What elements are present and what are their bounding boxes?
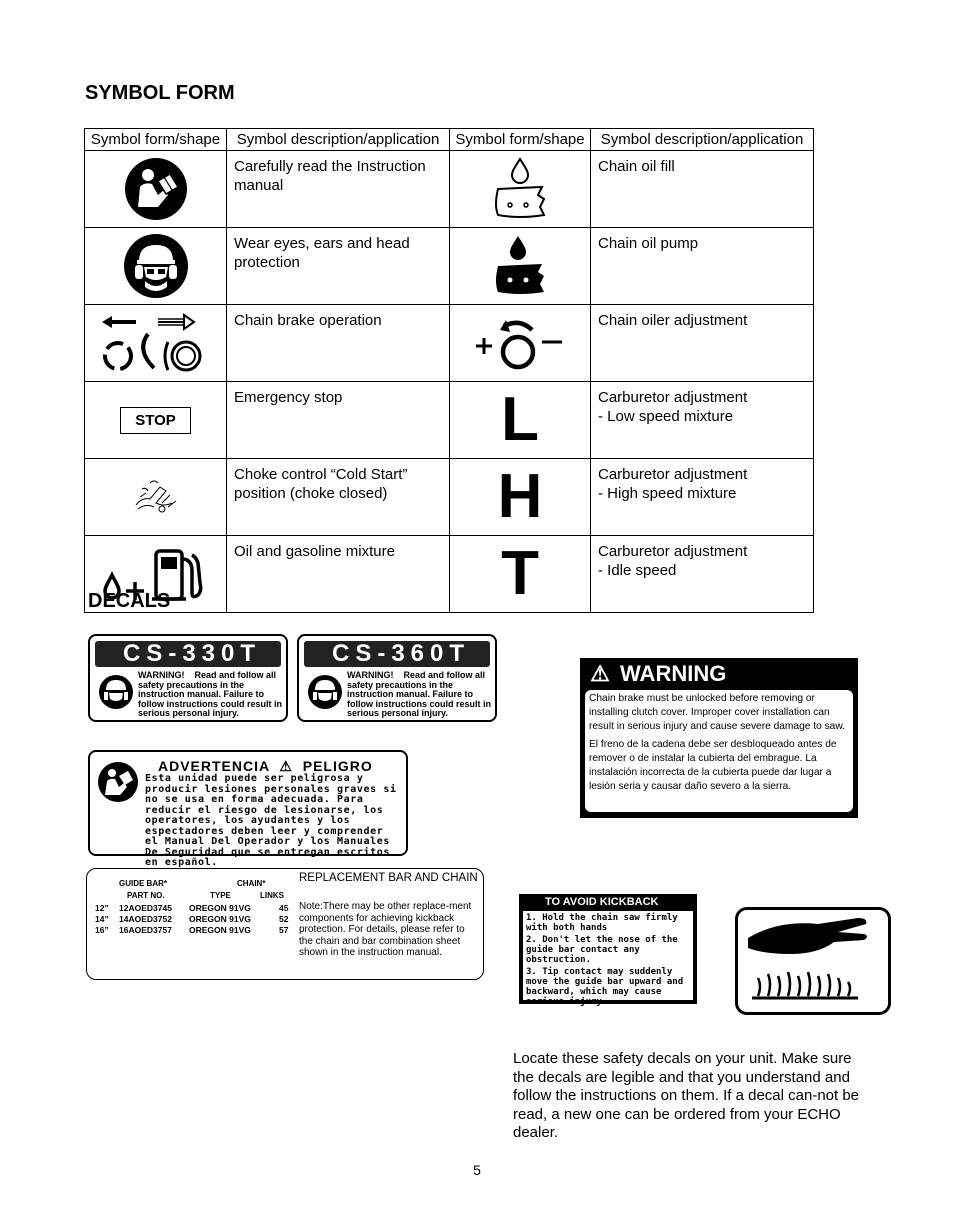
model-name: CS-360T [304,641,490,667]
decal-advertencia [88,750,408,868]
locate-decals-paragraph: Locate these safety decals on your unit. Make sure the decals are legible and that you understand and follow the instructions on them. If a decal can-not be read, a new one can be ordered from your ECHO dealer. [513,1050,860,1141]
table-row [85,459,814,536]
carburetor-high-icon [450,459,591,536]
symbol-description [591,459,814,536]
table-row [95,925,288,936]
part-no: 14AOED3752 [119,914,172,924]
hot-surface-icon [735,907,891,1015]
chain-type: OREGON 91VG [189,903,251,913]
chain-links: 52 [279,914,289,924]
warning-label: WARNING! [138,670,185,680]
table-row [95,903,288,914]
letter-t: T [501,539,539,608]
decal-cs360t [297,634,497,722]
desc-line: - Low speed mixture [598,408,734,425]
warning-text-en: Chain brake must be unlocked before removing or installing clutch cover. Improper cover installation can result in serious injury and cause severe damage to saw. [589,693,845,732]
warning-title: WARNING [620,661,727,686]
chain-links: 45 [279,903,289,913]
note-text: There may be other replace-ment components for achieving kickback protection. For details, please refer to the chain and bar combination sheet shown in the instruction manual. [299,901,472,958]
kickback-list [523,911,693,1007]
oil-pump-icon [450,228,591,305]
read-manual-icon [96,760,140,804]
header-links: LINKS [260,891,284,900]
guide-bar-rows [95,903,288,936]
part-no: 16AOED3757 [119,925,172,935]
warning-body [585,690,853,812]
bar-size: 12” [95,903,109,913]
column-header: Symbol description/application [591,129,814,151]
desc-line: Carburetor adjustment [598,389,748,406]
advertencia-text: Esta unidad puede ser peligrosa y producir lesiones personales graves si no se usa en forma adecuada. Para reducir el riesgo de lesionarse, los operatores, los ayudantes y los espectadores deben leer y comprender el Manual Del Operador y los Manuales De Seguridad que se entregan escritos en español. [145,773,397,868]
carburetor-idle-icon [450,536,591,613]
warning-text-es: El freno de la cadena debe ser desbloqueado antes de remover o de instalar la cubierta del embrague. La instalación incorrecta de la cubierta puede dar lugar a lesión seria y causar daño severo a la sierra. [589,739,837,792]
table-row [95,914,288,925]
symbol-description [591,382,814,459]
symbol-description: Chain oil pump [591,228,814,305]
oil-fill-icon [450,151,591,228]
warning-text: Read and follow all safety precautions in the instruction manual. Failure to follow instructions could result in serious personal injury. [347,670,492,718]
stop-icon [85,382,227,459]
table-header-row [85,129,814,151]
header-guide-bar: GUIDE BAR* [119,879,168,888]
title-text: PELIGRO [302,758,373,774]
protection-gear-icon [85,228,227,305]
letter-h: H [497,462,543,531]
bar-size: 14” [95,914,109,924]
replacement-note [299,901,477,959]
column-header: Symbol form/shape [450,129,591,151]
symbol-description: Emergency stop [227,382,450,459]
warning-header [580,658,793,690]
chain-links: 57 [279,925,289,935]
letter-l: L [501,385,539,454]
page-number: 5 [473,1162,481,1178]
symbol-description [591,536,814,613]
decal-text [138,671,282,719]
warning-triangle-icon: ⚠ [279,758,293,774]
desc-line: Carburetor adjustment [598,466,748,483]
part-no: 12AOED3745 [119,903,172,913]
carburetor-low-icon [450,382,591,459]
section-title-decals: DECALS [88,590,171,612]
warning-text: Read and follow all safety precautions in the instruction manual. Failure to follow instructions could result in serious personal injury. [138,670,283,718]
title-text: ADVERTENCIA [158,758,270,774]
symbol-description: Oil and gasoline mixture [227,536,450,613]
warning-label: WARNING! [347,670,394,680]
stop-label: STOP [120,407,191,434]
table-row [85,382,814,459]
decal-cs330t [88,634,288,722]
table-row [85,305,814,382]
list-item: 2. Don't let the nose of the guide bar contact any obstruction. [526,935,678,965]
header-chain: CHAIN* [237,879,266,888]
kickback-title: TO AVOID KICKBACK [545,896,659,908]
table-row [85,536,814,613]
table-row [85,151,814,228]
decal-warning-chain-brake [580,658,858,818]
desc-line: - High speed mixture [598,485,737,502]
list-item: 3. Tip contact may suddenly move the guide bar upward and backward, which may cause serious injury [526,967,684,1007]
table-row [85,228,814,305]
read-manual-icon [85,151,227,228]
chain-type: OREGON 91VG [189,925,251,935]
note-label: Note: [299,901,323,912]
decal-replacement-bar-chain [86,868,484,980]
chain-type: OREGON 91VG [189,914,251,924]
warning-triangle-icon: ⚠ [590,661,610,686]
choke-icon [85,459,227,536]
header-part-no: PART NO. [127,891,165,900]
decal-text [347,671,491,719]
replacement-title: REPLACEMENT BAR AND CHAIN [299,872,478,884]
chain-brake-icon [85,305,227,382]
symbol-description: Chain oiler adjustment [591,305,814,382]
decal-kickback [519,894,697,1007]
oiler-adjust-icon [450,305,591,382]
symbol-description: Carefully read the Instruction manual [227,151,450,228]
desc-line: - Idle speed [598,562,677,579]
bar-size: 16” [95,925,109,935]
protection-gear-icon [307,674,343,710]
column-header: Symbol description/application [227,129,450,151]
column-header: Symbol form/shape [85,129,227,151]
desc-line: Carburetor adjustment [598,543,748,560]
symbol-description: Chain brake operation [227,305,450,382]
symbol-table [84,128,814,613]
header-type: TYPE [210,891,231,900]
model-name: CS-330T [95,641,281,667]
symbol-description: Wear eyes, ears and head protection [227,228,450,305]
list-item: 1. Hold the chain saw firmly with both hands [526,913,678,933]
protection-gear-icon [98,674,134,710]
symbol-description: Chain oil fill [591,151,814,228]
section-title-symbol-form: SYMBOL FORM [85,82,235,104]
symbol-description: Choke control “Cold Start” position (choke closed) [227,459,450,536]
